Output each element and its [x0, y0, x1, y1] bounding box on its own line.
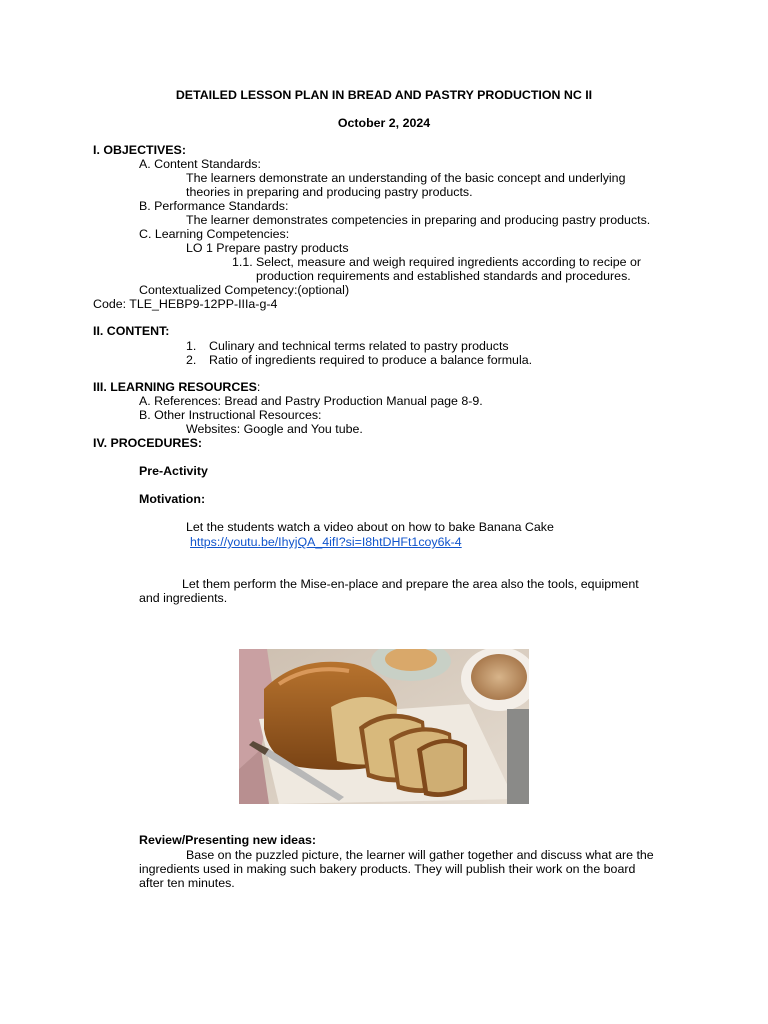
review-heading: Review/Presenting new ideas:	[139, 833, 316, 847]
competency-code: Code: TLE_HEBP9-12PP-IIIa-g-4	[93, 297, 278, 311]
other-resources-label: B. Other Instructional Resources:	[139, 408, 322, 422]
resources-heading-text: III. LEARNING RESOURCES	[93, 380, 257, 394]
mise-en-place-text-1: Let them perform the Mise-en-place and prepare the area also the tools, equipment	[182, 577, 639, 591]
websites: Websites: Google and You tube.	[186, 422, 363, 436]
sub-competency-text-1: Select, measure and weigh required ingredients according to recipe or	[256, 255, 642, 269]
review-text-3: after ten minutes.	[139, 876, 235, 890]
references: A. References: Bread and Pastry Production Manual page 8-9.	[139, 394, 483, 408]
motivation-text: Let the students watch a video about on how to bake Banana Cake	[186, 520, 554, 534]
resources-heading	[93, 380, 260, 394]
learning-competencies-label: C. Learning Competencies:	[139, 227, 290, 241]
content-item-1-text: Culinary and technical terms related to pastry products	[209, 339, 509, 353]
performance-standards-label: B. Performance Standards:	[139, 199, 289, 213]
sub-competency-text-2: production requirements and established standards and procedures.	[256, 269, 631, 283]
sub-competency-number: 1.1.	[232, 255, 253, 269]
content-heading: II. CONTENT:	[93, 324, 170, 338]
mise-en-place-text-2: and ingredients.	[139, 591, 228, 605]
banana-bread-photo	[239, 649, 529, 804]
content-item-2-number: 2.	[186, 353, 197, 367]
review-text-2: ingredients used in making such bakery products. They will publish their work on the board	[139, 862, 636, 876]
performance-standards-text: The learner demonstrates competencies in preparing and producing pastry products.	[186, 213, 651, 227]
objectives-heading: I. OBJECTIVES:	[93, 143, 186, 157]
pre-activity-heading: Pre-Activity	[139, 464, 208, 478]
contextualized-competency: Contextualized Competency:(optional)	[139, 283, 350, 297]
procedures-heading: IV. PROCEDURES:	[93, 436, 203, 450]
content-item-2-text: Ratio of ingredients required to produce a balance formula.	[209, 353, 533, 367]
banana-bread-illustration	[239, 649, 529, 804]
resources-heading-colon: :	[256, 380, 261, 394]
document-date: October 2, 2024	[337, 116, 431, 130]
learning-outcome: LO 1 Prepare pastry products	[186, 241, 349, 255]
content-standards-text-1: The learners demonstrate an understanding of the basic concept and underlying	[186, 171, 626, 185]
content-item-1-number: 1.	[186, 339, 197, 353]
document-title: DETAILED LESSON PLAN IN BREAD AND PASTRY PRODUCTION NC II	[175, 88, 593, 102]
video-link[interactable]: https://youtu.be/IhyjQA_4ifI?si=I8htDHFt1coy6k-4	[190, 535, 462, 549]
content-standards-label: A. Content Standards:	[139, 157, 261, 171]
review-text-1: Base on the puzzled picture, the learner will gather together and discuss what are the	[186, 848, 654, 862]
motivation-heading: Motivation:	[139, 492, 206, 506]
content-standards-text-2: theories in preparing and producing pastry products.	[186, 185, 473, 199]
